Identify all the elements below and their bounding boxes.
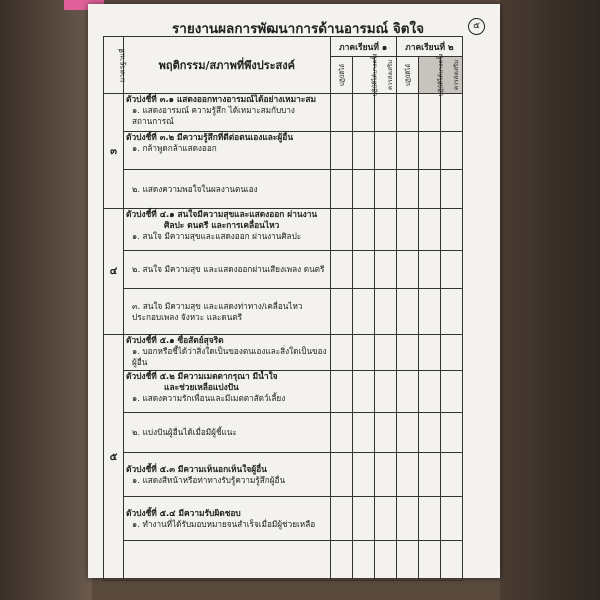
check-cell[interactable] — [440, 170, 462, 209]
check-cell[interactable] — [330, 413, 352, 453]
check-cell[interactable] — [352, 251, 374, 289]
page-number: ๕ — [468, 18, 485, 35]
check-cell[interactable] — [396, 335, 418, 371]
check-cell[interactable] — [396, 541, 418, 581]
indicator-cell — [124, 209, 331, 251]
check-cell[interactable] — [374, 453, 396, 497]
check-cell[interactable] — [418, 413, 440, 453]
check-cell[interactable] — [396, 251, 418, 289]
check-cell[interactable] — [396, 453, 418, 497]
check-cell[interactable] — [352, 209, 374, 251]
indicator-cell — [124, 132, 331, 170]
check-cell[interactable] — [418, 94, 440, 132]
check-cell[interactable] — [440, 335, 462, 371]
check-cell[interactable] — [374, 251, 396, 289]
check-cell[interactable] — [330, 289, 352, 335]
check-cell[interactable] — [374, 371, 396, 413]
indicator-title: ตัวบ่งชี้ที่ ๕.๑ ซื่อสัตย์สุจริต — [126, 335, 224, 345]
indicator-item-cont: ประกอบเพลง จังหวะ และดนตรี — [132, 311, 243, 322]
check-cell[interactable] — [440, 371, 462, 413]
check-cell[interactable] — [396, 371, 418, 413]
indicator-cell — [124, 541, 331, 581]
check-cell[interactable] — [418, 371, 440, 413]
check-cell[interactable] — [440, 413, 462, 453]
desk-left — [0, 0, 92, 600]
header-standard: มาตรฐานที่ — [104, 37, 124, 94]
check-cell[interactable] — [418, 170, 440, 209]
check-cell[interactable] — [330, 170, 352, 209]
check-cell[interactable] — [440, 497, 462, 541]
check-cell[interactable] — [352, 335, 374, 371]
check-cell[interactable] — [396, 209, 418, 251]
check-cell[interactable] — [330, 94, 352, 132]
check-cell[interactable] — [330, 541, 352, 581]
indicator-cell — [124, 170, 331, 209]
check-cell[interactable] — [418, 209, 440, 251]
standard-number: ๕ — [104, 335, 124, 581]
header-sub-col: ปฏิบัติได้ — [330, 57, 352, 94]
check-cell[interactable] — [418, 453, 440, 497]
check-cell[interactable] — [374, 170, 396, 209]
check-cell[interactable] — [396, 170, 418, 209]
indicator-item: ๑. ทำงานที่ได้รับมอบหมายจนสำเร็จเมื่อมีผู้ช่วยเหลือ — [132, 518, 316, 529]
header-sub-col: ควรส่งเสริม — [374, 57, 396, 94]
check-cell[interactable] — [374, 289, 396, 335]
check-cell[interactable] — [352, 453, 374, 497]
check-cell[interactable] — [330, 251, 352, 289]
indicator-item: ๓. สนใจ มีความสุข และแสดงท่าทาง/เคลื่อนไหว — [132, 300, 303, 311]
header-sub-col: ควรส่งเสริม — [440, 57, 462, 94]
standard-number: ๓ — [104, 94, 124, 209]
check-cell[interactable] — [330, 132, 352, 170]
check-cell[interactable] — [352, 132, 374, 170]
check-cell[interactable] — [440, 209, 462, 251]
check-cell[interactable] — [418, 251, 440, 289]
indicator-cell — [124, 371, 331, 413]
header-behavior: พฤติกรรม/สภาพที่พึงประสงค์ — [124, 37, 331, 94]
indicator-item: ๑. แสดงความรักเพื่อนและมีเมตตาสัตว์เลี้ยง — [132, 393, 286, 403]
check-cell[interactable] — [418, 132, 440, 170]
check-cell[interactable] — [352, 170, 374, 209]
header-sub-col: ปฏิบัติได้บางครั้ง — [352, 57, 374, 94]
check-cell[interactable] — [440, 453, 462, 497]
report-page — [88, 4, 500, 578]
header-semester-1: ภาคเรียนที่ ๑ — [330, 37, 396, 57]
indicator-title: ตัวบ่งชี้ที่ ๕.๓ มีความเห็นอกเห็นใจผู้อื่น — [126, 463, 267, 474]
check-cell[interactable] — [396, 132, 418, 170]
indicator-title-cont: ศิลปะ ดนตรี และการเคลื่อนไหว — [164, 220, 280, 230]
indicator-title-cont: และช่วยเหลือแบ่งปัน — [164, 382, 239, 392]
page-title: รายงานผลการพัฒนาการด้านอารมณ์ จิตใจ — [172, 21, 425, 37]
check-cell[interactable] — [352, 289, 374, 335]
check-cell[interactable] — [440, 541, 462, 581]
check-cell[interactable] — [330, 371, 352, 413]
header-sub-col: ปฏิบัติได้ — [396, 57, 418, 94]
indicator-cell — [124, 289, 331, 335]
check-cell[interactable] — [374, 497, 396, 541]
indicator-title: ตัวบ่งชี้ที่ ๕.๔ มีความรับผิดชอบ — [126, 507, 241, 518]
check-cell[interactable] — [352, 497, 374, 541]
check-cell[interactable] — [396, 289, 418, 335]
indicator-cell — [124, 251, 331, 289]
indicator-item: ๑. สนใจ มีความสุขและแสดงออก ผ่านงานศิลปะ — [132, 231, 302, 241]
indicator-title: ตัวบ่งชี้ที่ ๓.๒ มีความรู้สึกที่ดีต่อตนเองและผู้อื่น — [126, 132, 294, 142]
header-semester-2: ภาคเรียนที่ ๒ — [396, 37, 462, 57]
check-cell[interactable] — [418, 497, 440, 541]
check-cell[interactable] — [374, 132, 396, 170]
indicator-item: ๒. แบ่งปันผู้อื่นได้เมื่อมีผู้ชี้แนะ — [132, 427, 237, 437]
indicator-item: ๑. แสดงสีหน้าหรือท่าทางรับรู้ความรู้สึกผู้อื่น — [132, 474, 286, 485]
check-cell[interactable] — [352, 94, 374, 132]
indicator-cell — [124, 453, 331, 497]
check-cell[interactable] — [396, 497, 418, 541]
indicator-item: ๒. สนใจ มีความสุข และแสดงออกผ่านเสียงเพลง ดนตรี — [132, 264, 325, 274]
check-cell[interactable] — [396, 413, 418, 453]
check-cell[interactable] — [374, 94, 396, 132]
check-cell[interactable] — [330, 335, 352, 371]
check-cell[interactable] — [418, 335, 440, 371]
indicator-item: ๑. กล้าพูดกล้าแสดงออก — [132, 143, 217, 153]
check-cell[interactable] — [330, 209, 352, 251]
standard-number: ๔ — [104, 209, 124, 335]
check-cell[interactable] — [418, 541, 440, 581]
check-cell[interactable] — [374, 335, 396, 371]
indicator-cell — [124, 497, 331, 541]
indicator-cell — [124, 94, 331, 132]
check-cell[interactable] — [374, 413, 396, 453]
check-cell[interactable] — [440, 94, 462, 132]
check-cell[interactable] — [330, 497, 352, 541]
indicator-item: ๒. แสดงความพอใจในผลงานตนเอง — [132, 183, 258, 194]
check-cell[interactable] — [440, 289, 462, 335]
desk-right — [500, 0, 600, 600]
indicator-title: ตัวบ่งชี้ที่ ๓.๑ แสดงออกทางอารมณ์ได้อย่างเหมาะสม — [126, 94, 316, 104]
indicator-cell — [124, 413, 331, 453]
check-cell[interactable] — [352, 371, 374, 413]
check-cell[interactable] — [418, 289, 440, 335]
check-cell[interactable] — [396, 94, 418, 132]
indicator-title: ตัวบ่งชี้ที่ ๔.๑ สนใจมีความสุขและแสดงออก ผ่านงาน — [126, 209, 318, 219]
check-cell[interactable] — [352, 541, 374, 581]
check-cell[interactable] — [352, 413, 374, 453]
indicator-cell — [124, 335, 331, 371]
check-cell[interactable] — [330, 453, 352, 497]
assessment-table — [103, 36, 463, 581]
check-cell[interactable] — [440, 251, 462, 289]
check-cell[interactable] — [440, 132, 462, 170]
check-cell[interactable] — [374, 541, 396, 581]
indicator-title: ตัวบ่งชี้ที่ ๕.๒ มีความเมตตากรุณา มีน้ำใจ — [126, 371, 278, 381]
indicator-item: ๑. บอกหรือชี้ได้ว่าสิ่งใดเป็นของตนเองและสิ่งใดเป็นของผู้อื่น — [132, 346, 327, 367]
header-sub-col: ปฏิบัติได้บางครั้ง — [418, 57, 440, 94]
indicator-item: ๑. แสดงอารมณ์ ความรู้สึก ได้เหมาะสมกับบางสถานการณ์ — [132, 105, 295, 126]
check-cell[interactable] — [374, 209, 396, 251]
